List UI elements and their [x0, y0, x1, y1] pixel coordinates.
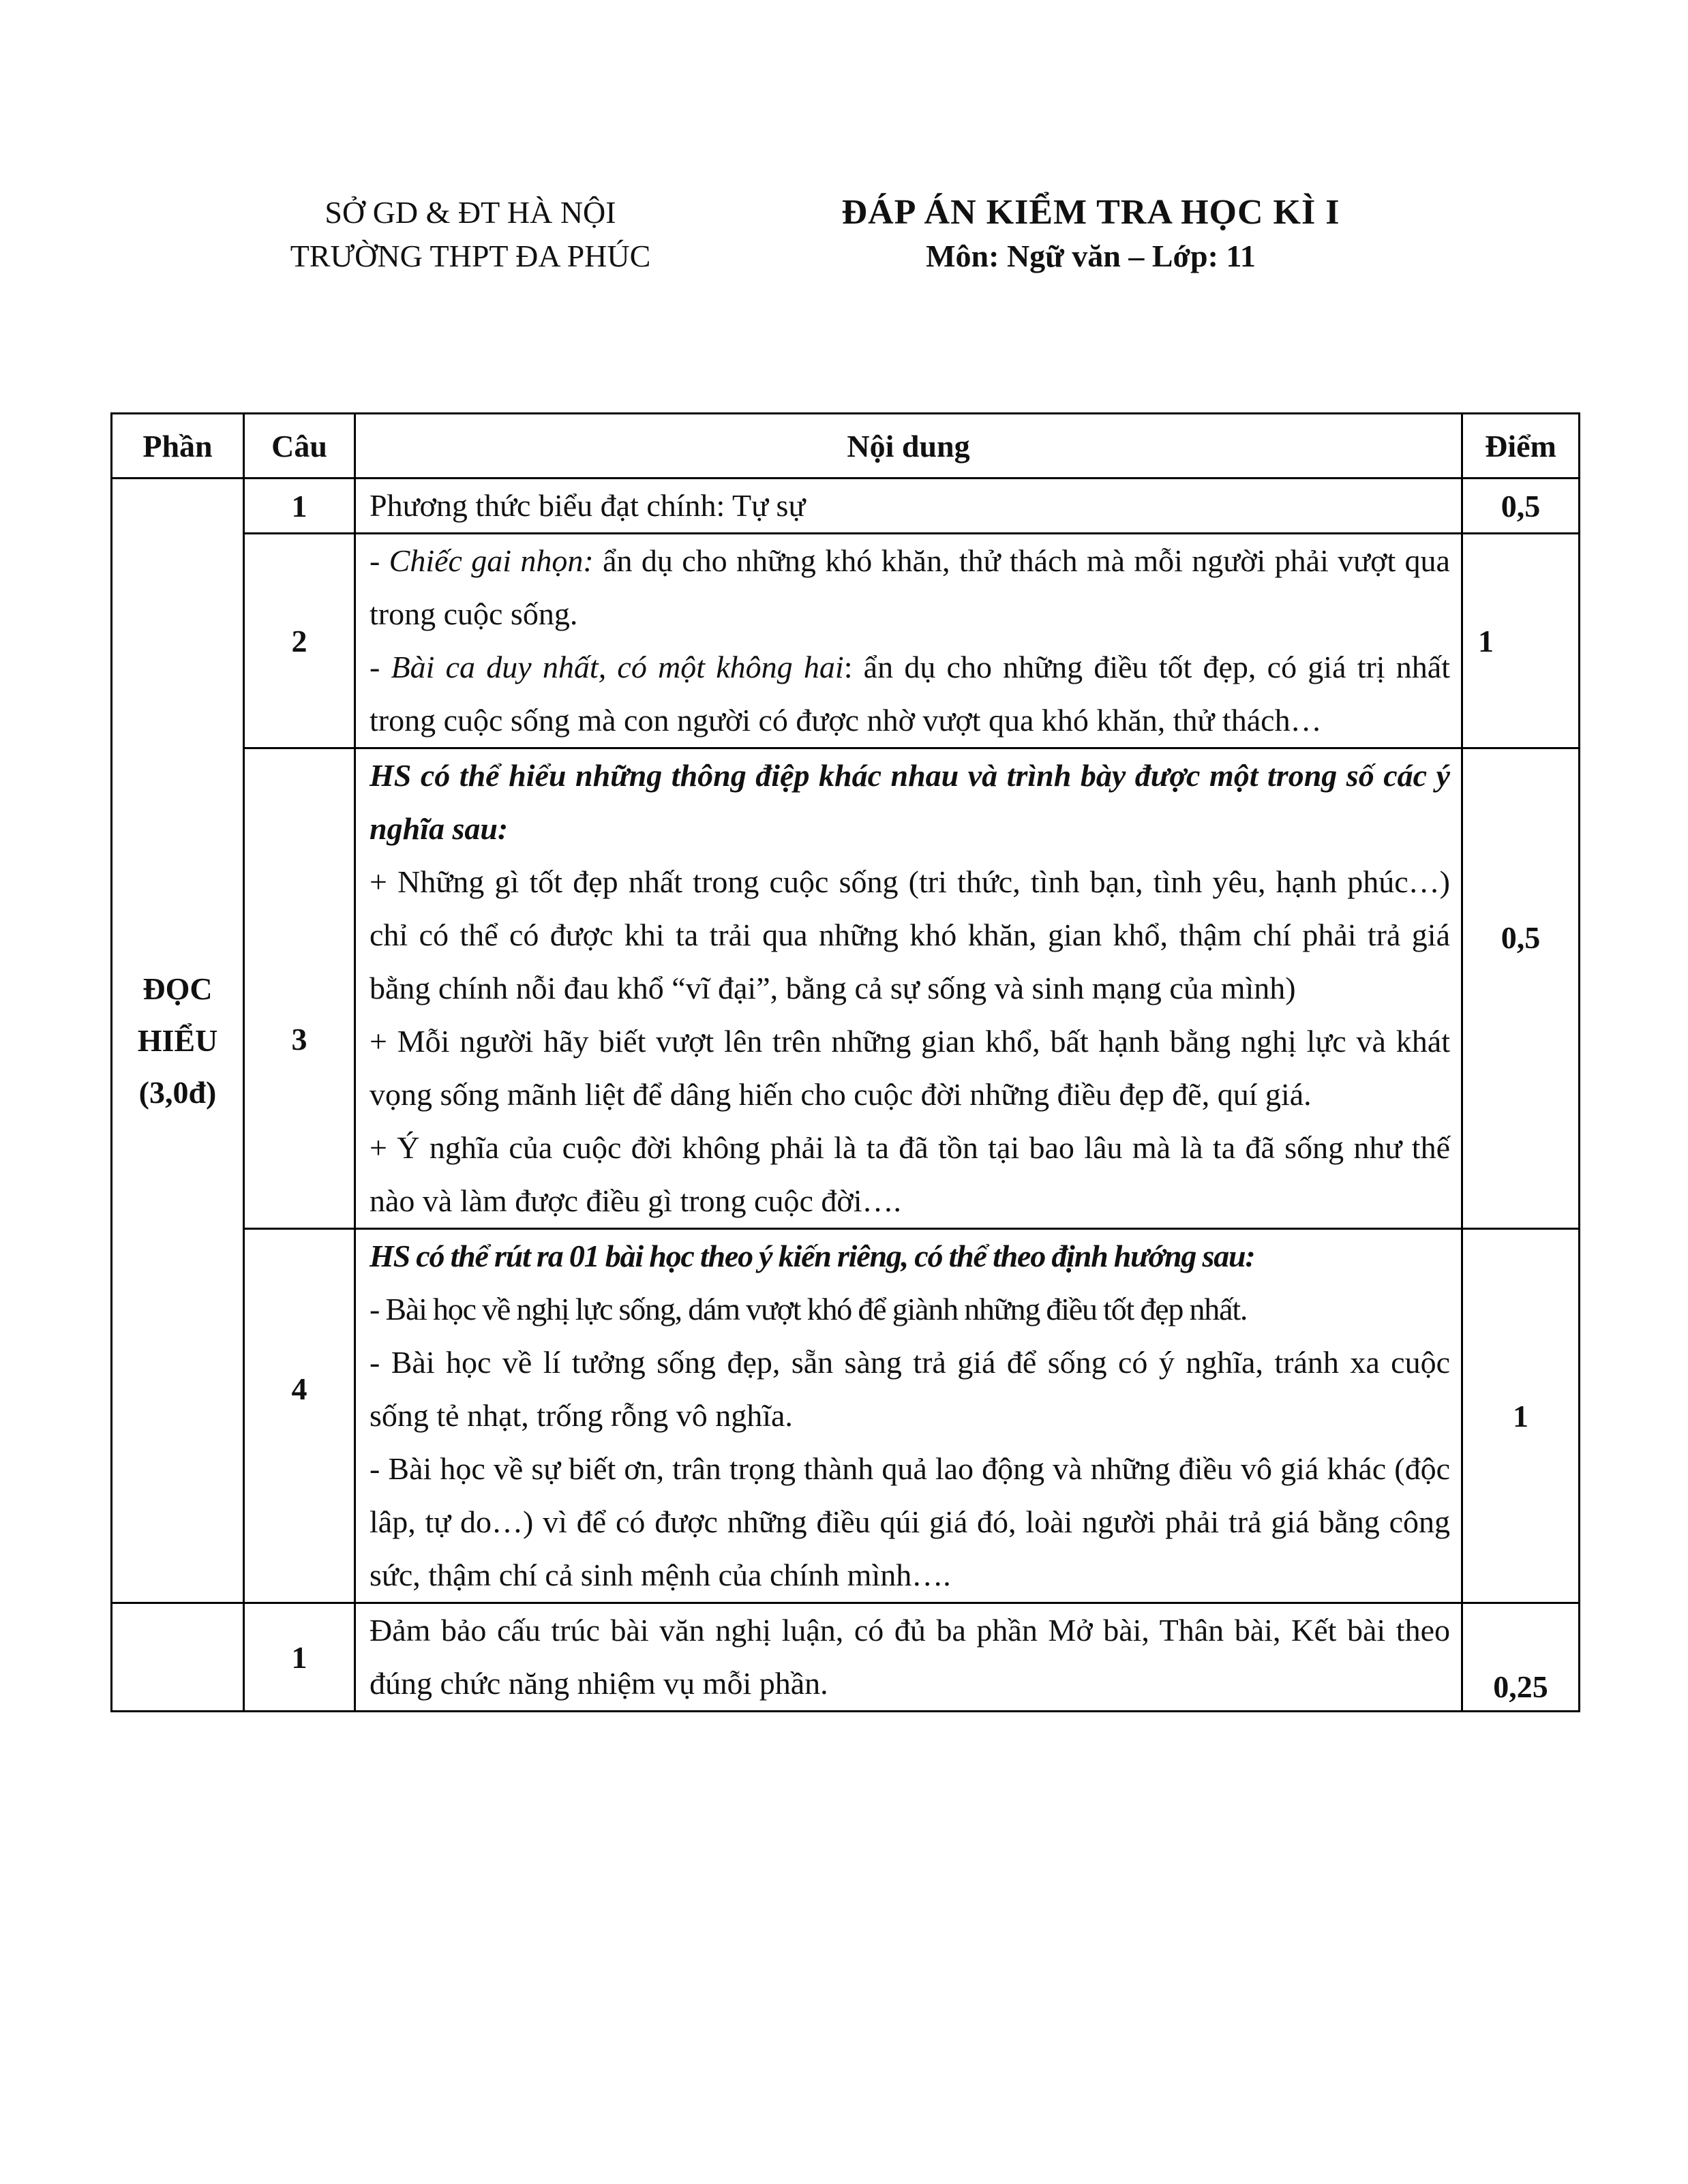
- table-row: [112, 1229, 1580, 1603]
- table-header-row: [112, 414, 1580, 479]
- answer-content: HS có thể rút ra 01 bài học theo ý kiến riêng, có thể theo định hướng sau: - Bài học về nghị lực sống, dám vượt khó để giành những điều tốt đẹp nhất. - Bài học về lí tưởng sống đẹp, sẵn sàng trả giá để sống có ý nghĩa, tránh xa cuộc sống tẻ nhạt, trống rỗng vô nghĩa. - Bài học về sự biết ơn, trân trọng thành quả lao động và những điều vô giá khác (độc lâp, tự do…) vì để có được những điều qúi giá đó, loài người phải trả giá bằng công sức, thậm chí cả sinh mệnh của chính mình….: [355, 1229, 1462, 1603]
- section-writing: [112, 1603, 244, 1712]
- table-row: [112, 479, 1580, 534]
- department-name: SỞ GD & ĐT HÀ NỘI: [325, 195, 616, 230]
- answer-content: Đảm bảo cấu trúc bài văn nghị luận, có đủ ba phần Mở bài, Thân bài, Kết bài theo đúng chức năng nhiệm vụ mỗi phần.: [355, 1603, 1462, 1712]
- answer-score: 1: [1462, 1229, 1580, 1603]
- section-reading: ĐỌC HIỂU (3,0đ): [112, 479, 244, 1603]
- table-row: [112, 534, 1580, 748]
- answer-score: 0,5: [1462, 748, 1580, 1229]
- answer-score: 0,25: [1462, 1603, 1580, 1712]
- school-name: TRƯỜNG THPT ĐA PHÚC: [290, 239, 651, 273]
- document-title: ĐÁP ÁN KIỂM TRA HỌC KÌ I: [841, 193, 1340, 232]
- answer-content: - Chiếc gai nhọn: ẩn dụ cho những khó khăn, thử thách mà mỗi người phải vượt qua trong cuộc sống. - Bài ca duy nhất, có một không hai: ẩn dụ cho những điều tốt đẹp, có giá trị nhất trong cuộc sống mà con người có được nhờ vượt qua khó khăn, thử thách…: [355, 534, 1462, 748]
- header-left: [205, 191, 736, 278]
- header-score: Điểm: [1462, 414, 1580, 479]
- question-number: 3: [244, 748, 355, 1229]
- answer-score: 1: [1462, 534, 1580, 748]
- answer-score: 0,5: [1462, 479, 1580, 534]
- table-row: [112, 1603, 1580, 1712]
- answer-content: HS có thể hiểu những thông điệp khác nhau và trình bày được một trong số các ý nghĩa sau: + Những gì tốt đẹp nhất trong cuộc sống (tri thức, tình bạn, tình yêu, hạnh phúc…) chỉ có thể có được khi ta trải qua những khó khăn, gian khổ, thậm chí phải trả giá bằng chính nỗi đau khổ “vĩ đại”, bằng cả sự sống và sinh mạng của mình) + Mỗi người hãy biết vượt lên trên những gian khổ, bất hạnh bằng nghị lực và khát vọng sống mãnh liệt để dâng hiến cho cuộc đời những điều đẹp đẽ, quí giá. + Ý nghĩa của cuộc đời không phải là ta đã tồn tại bao lâu mà là ta đã sống như thế nào và làm được điều gì trong cuộc đời….: [355, 748, 1462, 1229]
- question-number: 1: [244, 1603, 355, 1712]
- table-row: [112, 748, 1580, 1229]
- question-number: 2: [244, 534, 355, 748]
- answer-content: Phương thức biểu đạt chính: Tự sự: [355, 479, 1462, 534]
- header-content: Nội dung: [355, 414, 1462, 479]
- question-number: 1: [244, 479, 355, 534]
- header-right: [750, 191, 1432, 278]
- answer-table: [110, 412, 1580, 1712]
- header-part: Phần: [112, 414, 244, 479]
- header-question: Câu: [244, 414, 355, 479]
- question-number: 4: [244, 1229, 355, 1603]
- subject-line: Môn: Ngữ văn – Lớp: 11: [926, 239, 1256, 273]
